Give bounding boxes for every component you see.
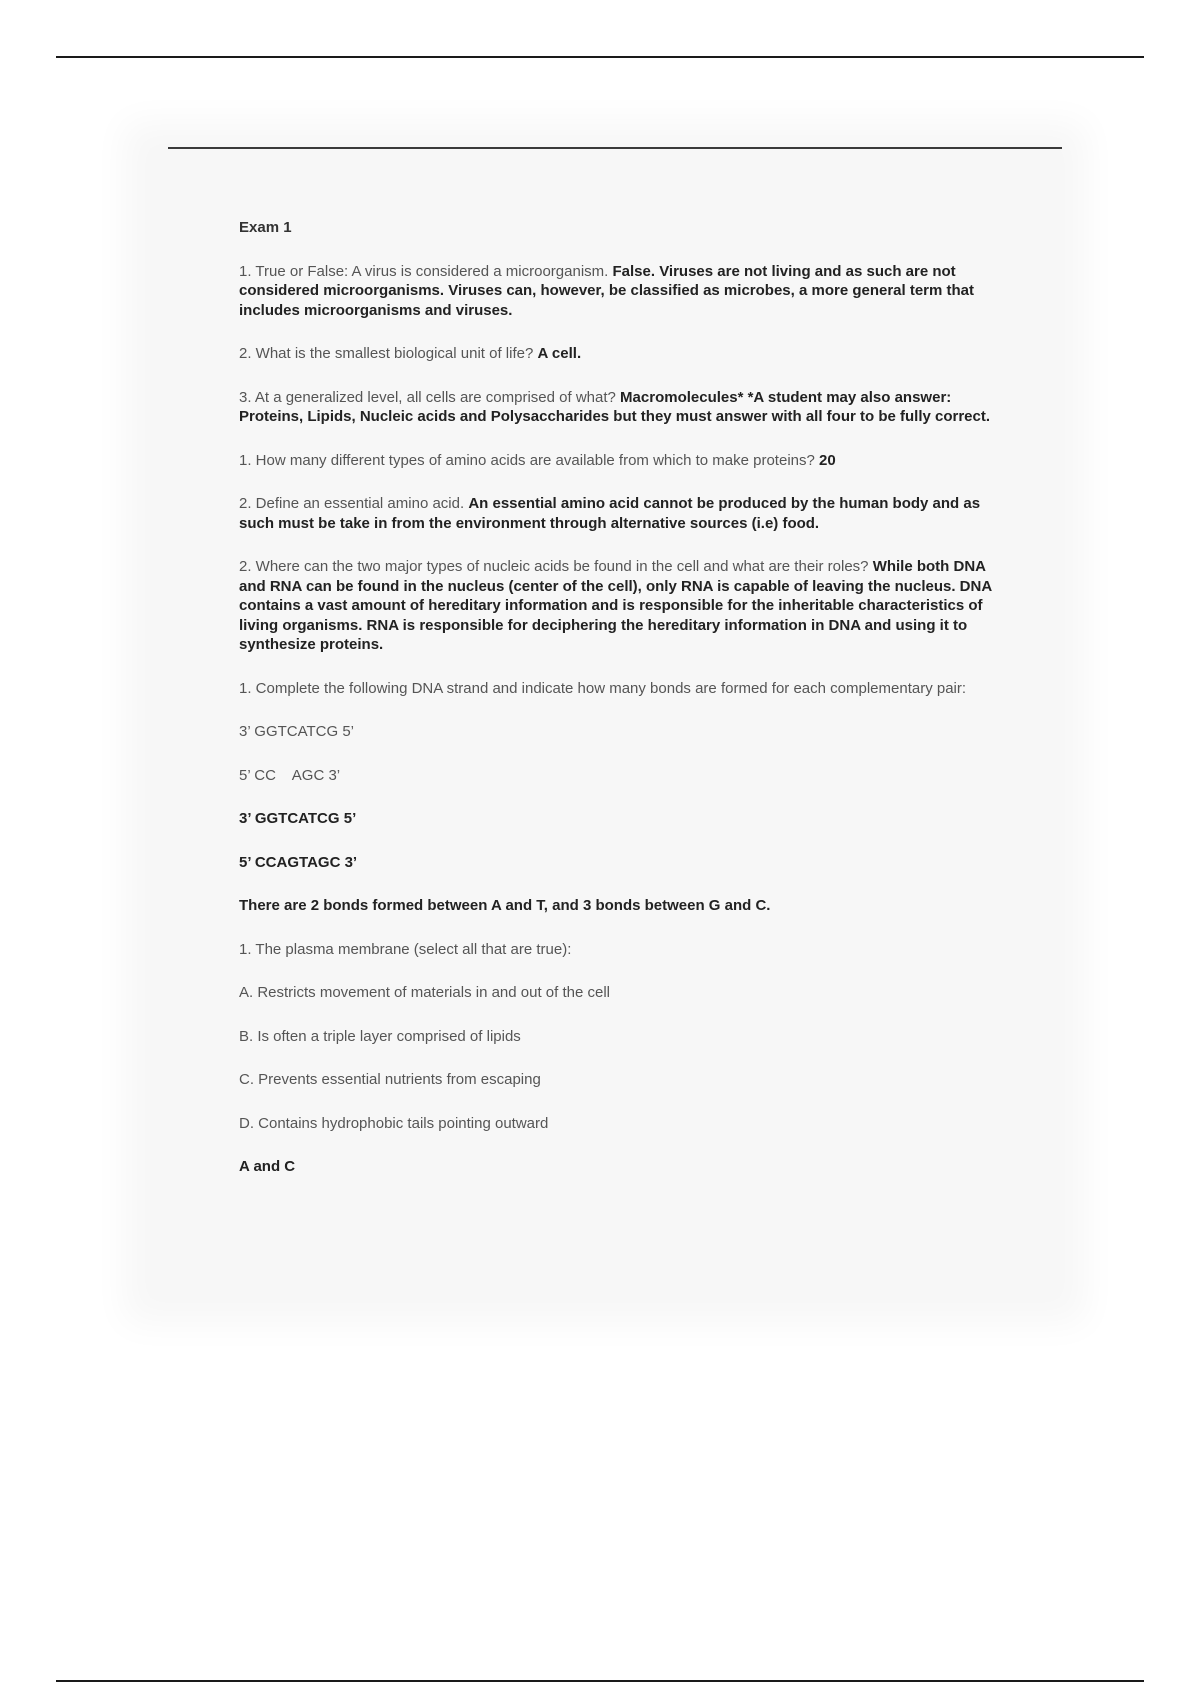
paragraph-18 (239, 1157, 994, 1177)
answer-text: While both DNA and RNA can be found in the nucleus (center of the cell), only RNA is capable of leaving the nucleus. DNA contains a vast amount of hereditary information and is responsible for the inheritable characteristics of living organisms. RNA is responsible for deciphering the hereditary information in DNA and using it to synthesize proteins. (239, 558, 992, 653)
dna-answer-line: 5’ CCAGTAGC 3’ (239, 853, 358, 871)
paragraph-4 (239, 451, 994, 471)
paragraph-13 (239, 940, 994, 960)
paragraph-14 (239, 983, 994, 1003)
dna-answer-line: 3’ GGTCATCG 5’ (239, 810, 357, 827)
paragraph-11 (239, 853, 994, 873)
paragraph-2 (239, 344, 994, 364)
dna-strand-line: 3’ GGTCATCG 5’ (239, 723, 355, 740)
document-body (239, 218, 994, 1201)
answer-text: 20 (819, 451, 836, 469)
question-text: 1. Complete the following DNA strand and indicate how many bonds are formed for each complementary pair: (239, 679, 967, 697)
paragraph-8 (239, 722, 994, 742)
option-c: C. Prevents essential nutrients from escaping (239, 1071, 541, 1088)
question-text: 2. Define an essential amino acid. (239, 495, 469, 512)
document-top-rule (168, 147, 1062, 149)
paragraph-17 (239, 1114, 994, 1134)
paragraph-9 (239, 766, 994, 786)
question-text: 1. True or False: A virus is considered a microorganism. (239, 262, 609, 280)
answer-text: Macromolecules* *A student may also answer: Proteins, Lipids, Nucleic acids and Polysaccharides but they must answer with all four to be fully correct. (239, 388, 991, 425)
question-text: 3. At a generalized level, all cells are comprised of what? (239, 388, 621, 406)
paragraph-16 (239, 1070, 994, 1090)
page-top-rule (56, 56, 1144, 58)
paragraph-15 (239, 1027, 994, 1047)
paragraph-1 (239, 262, 994, 321)
answer-text: An essential amino acid cannot be produced by the human body and as such must be take in from the environment through alternative sources (i.e) food. (239, 495, 981, 532)
question-text: 1. How many different types of amino acids are available from which to make proteins? (239, 451, 820, 469)
paragraph-12 (239, 896, 994, 916)
question-text: 1. The plasma membrane (select all that are true): (239, 940, 572, 958)
paragraph-6 (239, 557, 994, 655)
paragraph-10 (239, 809, 994, 829)
option-b: B. Is often a triple layer comprised of lipids (239, 1027, 521, 1045)
paragraph-5 (239, 494, 994, 533)
paragraph-3 (239, 388, 994, 427)
option-d: D. Contains hydrophobic tails pointing outward (239, 1114, 549, 1132)
dna-strand-line: 5’ CC AGC 3’ (239, 766, 341, 784)
document-title: Exam 1 (239, 219, 292, 236)
option-a: A. Restricts movement of materials in and out of the cell (239, 984, 610, 1001)
question-text: 2. Where can the two major types of nucleic acids be found in the cell and what are their roles? (239, 558, 873, 575)
answer-text: There are 2 bonds formed between A and T, and 3 bonds between G and C. (239, 897, 771, 914)
answer-text: A cell. (537, 345, 582, 362)
paragraph-7 (239, 679, 994, 699)
answer-text: A and C (239, 1158, 296, 1175)
answer-text: False. Viruses are not living and as such are not considered microorganisms. Viruses can, however, be classified as microbes, a more general term that includes microorganisms and viruses. (239, 262, 975, 319)
page-bottom-rule (56, 1680, 1144, 1682)
question-text: 2. What is the smallest biological unit of life? (239, 345, 538, 362)
